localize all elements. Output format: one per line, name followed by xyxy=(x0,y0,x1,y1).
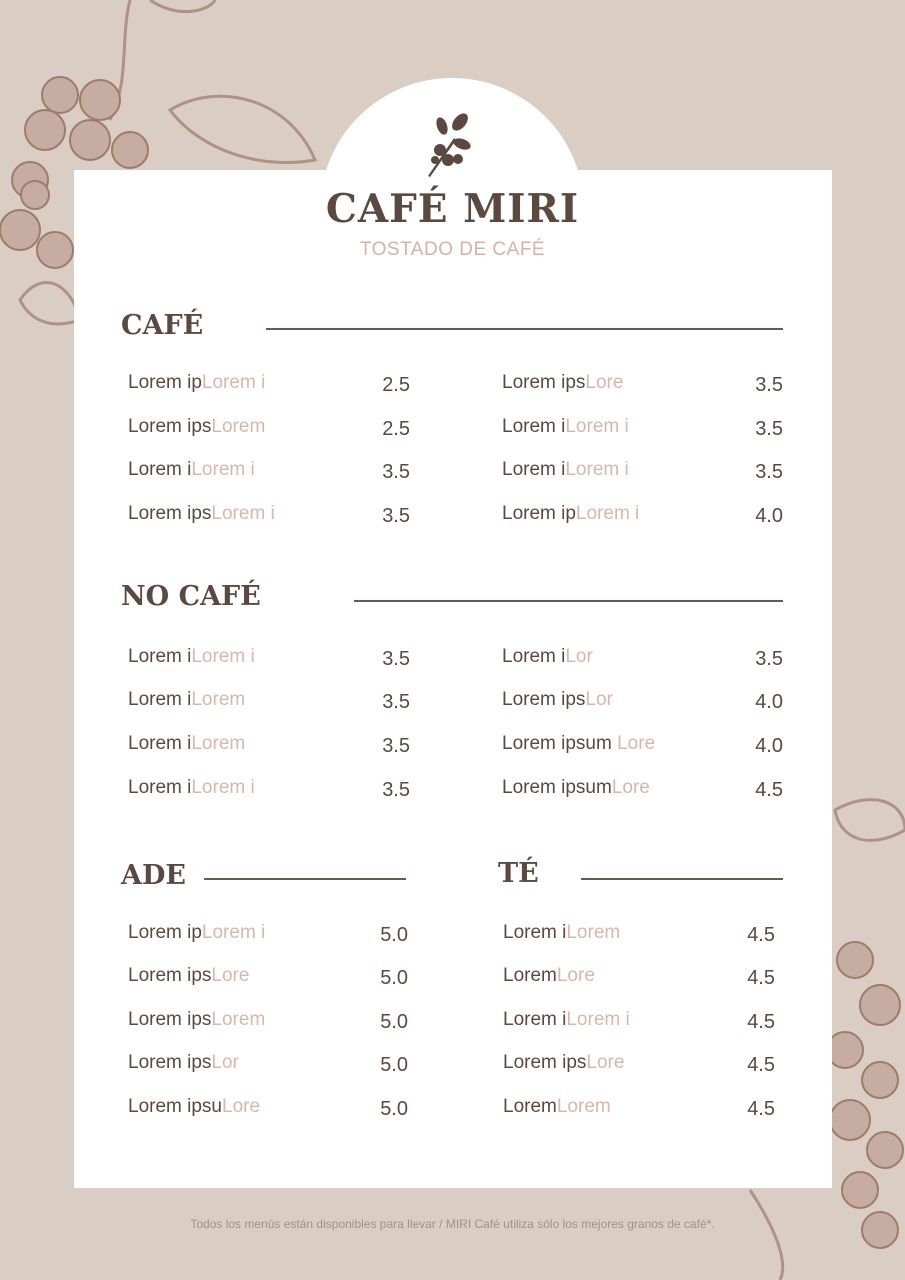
item-name-accent: Lorem i xyxy=(565,416,629,437)
item-name-accent: Lorem i xyxy=(575,503,640,524)
item-name: Lorem i xyxy=(503,922,567,943)
menu-item-name xyxy=(128,689,245,711)
item-price: 2.5 xyxy=(382,374,410,396)
section-divider xyxy=(204,878,406,880)
item-name: Lorem ips xyxy=(128,1009,212,1030)
item-price: 3.5 xyxy=(755,648,783,670)
menu-item-name xyxy=(128,372,265,394)
menu-item-name xyxy=(128,777,255,799)
menu-item-name xyxy=(502,646,593,668)
item-name: Lorem ips xyxy=(502,372,586,393)
section-heading: NO CAFÉ xyxy=(121,581,261,612)
menu-item-name xyxy=(502,503,639,525)
item-name: Lorem i xyxy=(128,459,192,480)
item-price: 3.5 xyxy=(755,461,783,483)
menu-item-name xyxy=(502,416,629,438)
item-price: 3.5 xyxy=(382,461,410,483)
footer-note: Todos los menús están disponibles para llevar / MIRI Café utiliza sólo los mejores granos de café*. xyxy=(190,1217,715,1231)
item-name: Lorem ipsu xyxy=(128,1096,222,1117)
menu-item-name xyxy=(128,1009,265,1031)
item-name-accent: Lore xyxy=(617,733,656,754)
item-name-accent: Lorem i xyxy=(191,459,255,480)
item-name: Lorem ips xyxy=(128,965,212,986)
section-divider xyxy=(581,878,783,880)
menu-item-name xyxy=(128,1096,260,1118)
menu-item-name xyxy=(128,1052,239,1074)
menu-item-name xyxy=(502,733,655,755)
item-price: 3.5 xyxy=(382,779,410,801)
item-name-accent: Lorem xyxy=(556,1096,611,1117)
item-price: 5.0 xyxy=(380,967,408,989)
coffee-branch-icon xyxy=(420,112,480,178)
item-name: Lorem xyxy=(503,965,557,986)
item-price: 4.0 xyxy=(755,735,783,757)
item-name: Lorem xyxy=(503,1096,557,1117)
item-name-accent: Lorem i xyxy=(191,777,255,798)
item-price: 3.5 xyxy=(382,648,410,670)
item-price: 5.0 xyxy=(380,924,408,946)
item-name-accent: Lorem i xyxy=(201,372,266,393)
item-price: 3.5 xyxy=(382,505,410,527)
item-name: Lorem ips xyxy=(502,689,586,710)
item-name-accent: Lorem i xyxy=(566,1009,630,1030)
item-price: 3.5 xyxy=(382,691,410,713)
item-name: Lorem ips xyxy=(128,503,212,524)
item-price: 4.5 xyxy=(747,967,775,989)
item-price: 5.0 xyxy=(380,1011,408,1033)
item-name: Lorem i xyxy=(502,459,566,480)
item-name: Lorem i xyxy=(502,646,566,667)
menu-item-name xyxy=(503,965,595,987)
menu-item-name xyxy=(128,503,275,525)
section-divider xyxy=(266,328,783,330)
item-name: Lorem i xyxy=(503,1009,567,1030)
menu-item-name xyxy=(128,416,265,438)
page-subtitle: TOSTADO DE CAFÉ xyxy=(359,239,546,260)
menu-item-name xyxy=(503,1096,611,1118)
item-price: 4.5 xyxy=(747,1098,775,1120)
menu-item-name xyxy=(503,1009,630,1031)
item-name-accent: Lore xyxy=(211,965,250,986)
menu-item-name xyxy=(502,689,613,711)
item-price: 4.5 xyxy=(747,1054,775,1076)
item-price: 4.5 xyxy=(755,779,783,801)
menu-item-name xyxy=(502,777,650,799)
item-name: Lorem ips xyxy=(128,416,212,437)
section-divider xyxy=(354,600,783,602)
item-name-accent: Lor xyxy=(585,689,613,710)
item-name-accent: Lorem xyxy=(211,416,266,437)
item-name-accent: Lore xyxy=(611,777,650,798)
item-name-accent: Lorem xyxy=(211,1009,266,1030)
item-price: 4.5 xyxy=(747,924,775,946)
item-name: Lorem ipsum xyxy=(502,733,618,754)
item-name: Lorem ip xyxy=(128,922,202,943)
item-price: 4.5 xyxy=(747,1011,775,1033)
item-name: Lorem ip xyxy=(502,503,576,524)
item-name: Lorem i xyxy=(128,733,192,754)
item-name-accent: Lorem i xyxy=(211,503,275,524)
item-name: Lorem i xyxy=(128,646,192,667)
menu-item-name xyxy=(128,922,265,944)
menu-item-name xyxy=(503,1052,624,1074)
menu-item-name xyxy=(128,459,255,481)
item-price: 3.5 xyxy=(755,418,783,440)
item-price: 4.0 xyxy=(755,505,783,527)
section-heading: TÉ xyxy=(498,858,539,889)
item-price: 3.5 xyxy=(755,374,783,396)
item-price: 2.5 xyxy=(382,418,410,440)
item-name: Lorem i xyxy=(128,689,192,710)
item-name: Lorem ipsum xyxy=(502,777,612,798)
item-price: 3.5 xyxy=(382,735,410,757)
section-heading: ADE xyxy=(121,860,186,891)
item-name: Lorem i xyxy=(128,777,192,798)
item-name: Lorem ip xyxy=(128,372,202,393)
item-price: 5.0 xyxy=(380,1054,408,1076)
item-name-accent: Lorem i xyxy=(191,646,255,667)
item-name-accent: Lore xyxy=(556,965,595,986)
item-name-accent: Lorem xyxy=(191,733,246,754)
item-name-accent: Lore xyxy=(585,372,624,393)
menu-item-name xyxy=(502,459,629,481)
menu-item-name xyxy=(128,733,245,755)
item-name-accent: Lore xyxy=(222,1096,261,1117)
item-name-accent: Lorem i xyxy=(565,459,629,480)
item-name-accent: Lorem xyxy=(191,689,246,710)
item-name: Lorem i xyxy=(502,416,566,437)
item-name: Lorem ips xyxy=(128,1052,212,1073)
section-heading: CAFÉ xyxy=(121,310,204,341)
menu-item-name xyxy=(503,922,620,944)
item-name-accent: Lorem xyxy=(566,922,621,943)
item-name-accent: Lor xyxy=(211,1052,239,1073)
item-name-accent: Lore xyxy=(586,1052,625,1073)
menu-item-name xyxy=(128,965,249,987)
item-name-accent: Lor xyxy=(565,646,593,667)
item-price: 4.0 xyxy=(755,691,783,713)
page-title: CAFÉ MIRI xyxy=(325,186,580,232)
item-price: 5.0 xyxy=(380,1098,408,1120)
menu-item-name xyxy=(502,372,623,394)
item-name: Lorem ips xyxy=(503,1052,587,1073)
menu-item-name xyxy=(128,646,255,668)
item-name-accent: Lorem i xyxy=(201,922,266,943)
